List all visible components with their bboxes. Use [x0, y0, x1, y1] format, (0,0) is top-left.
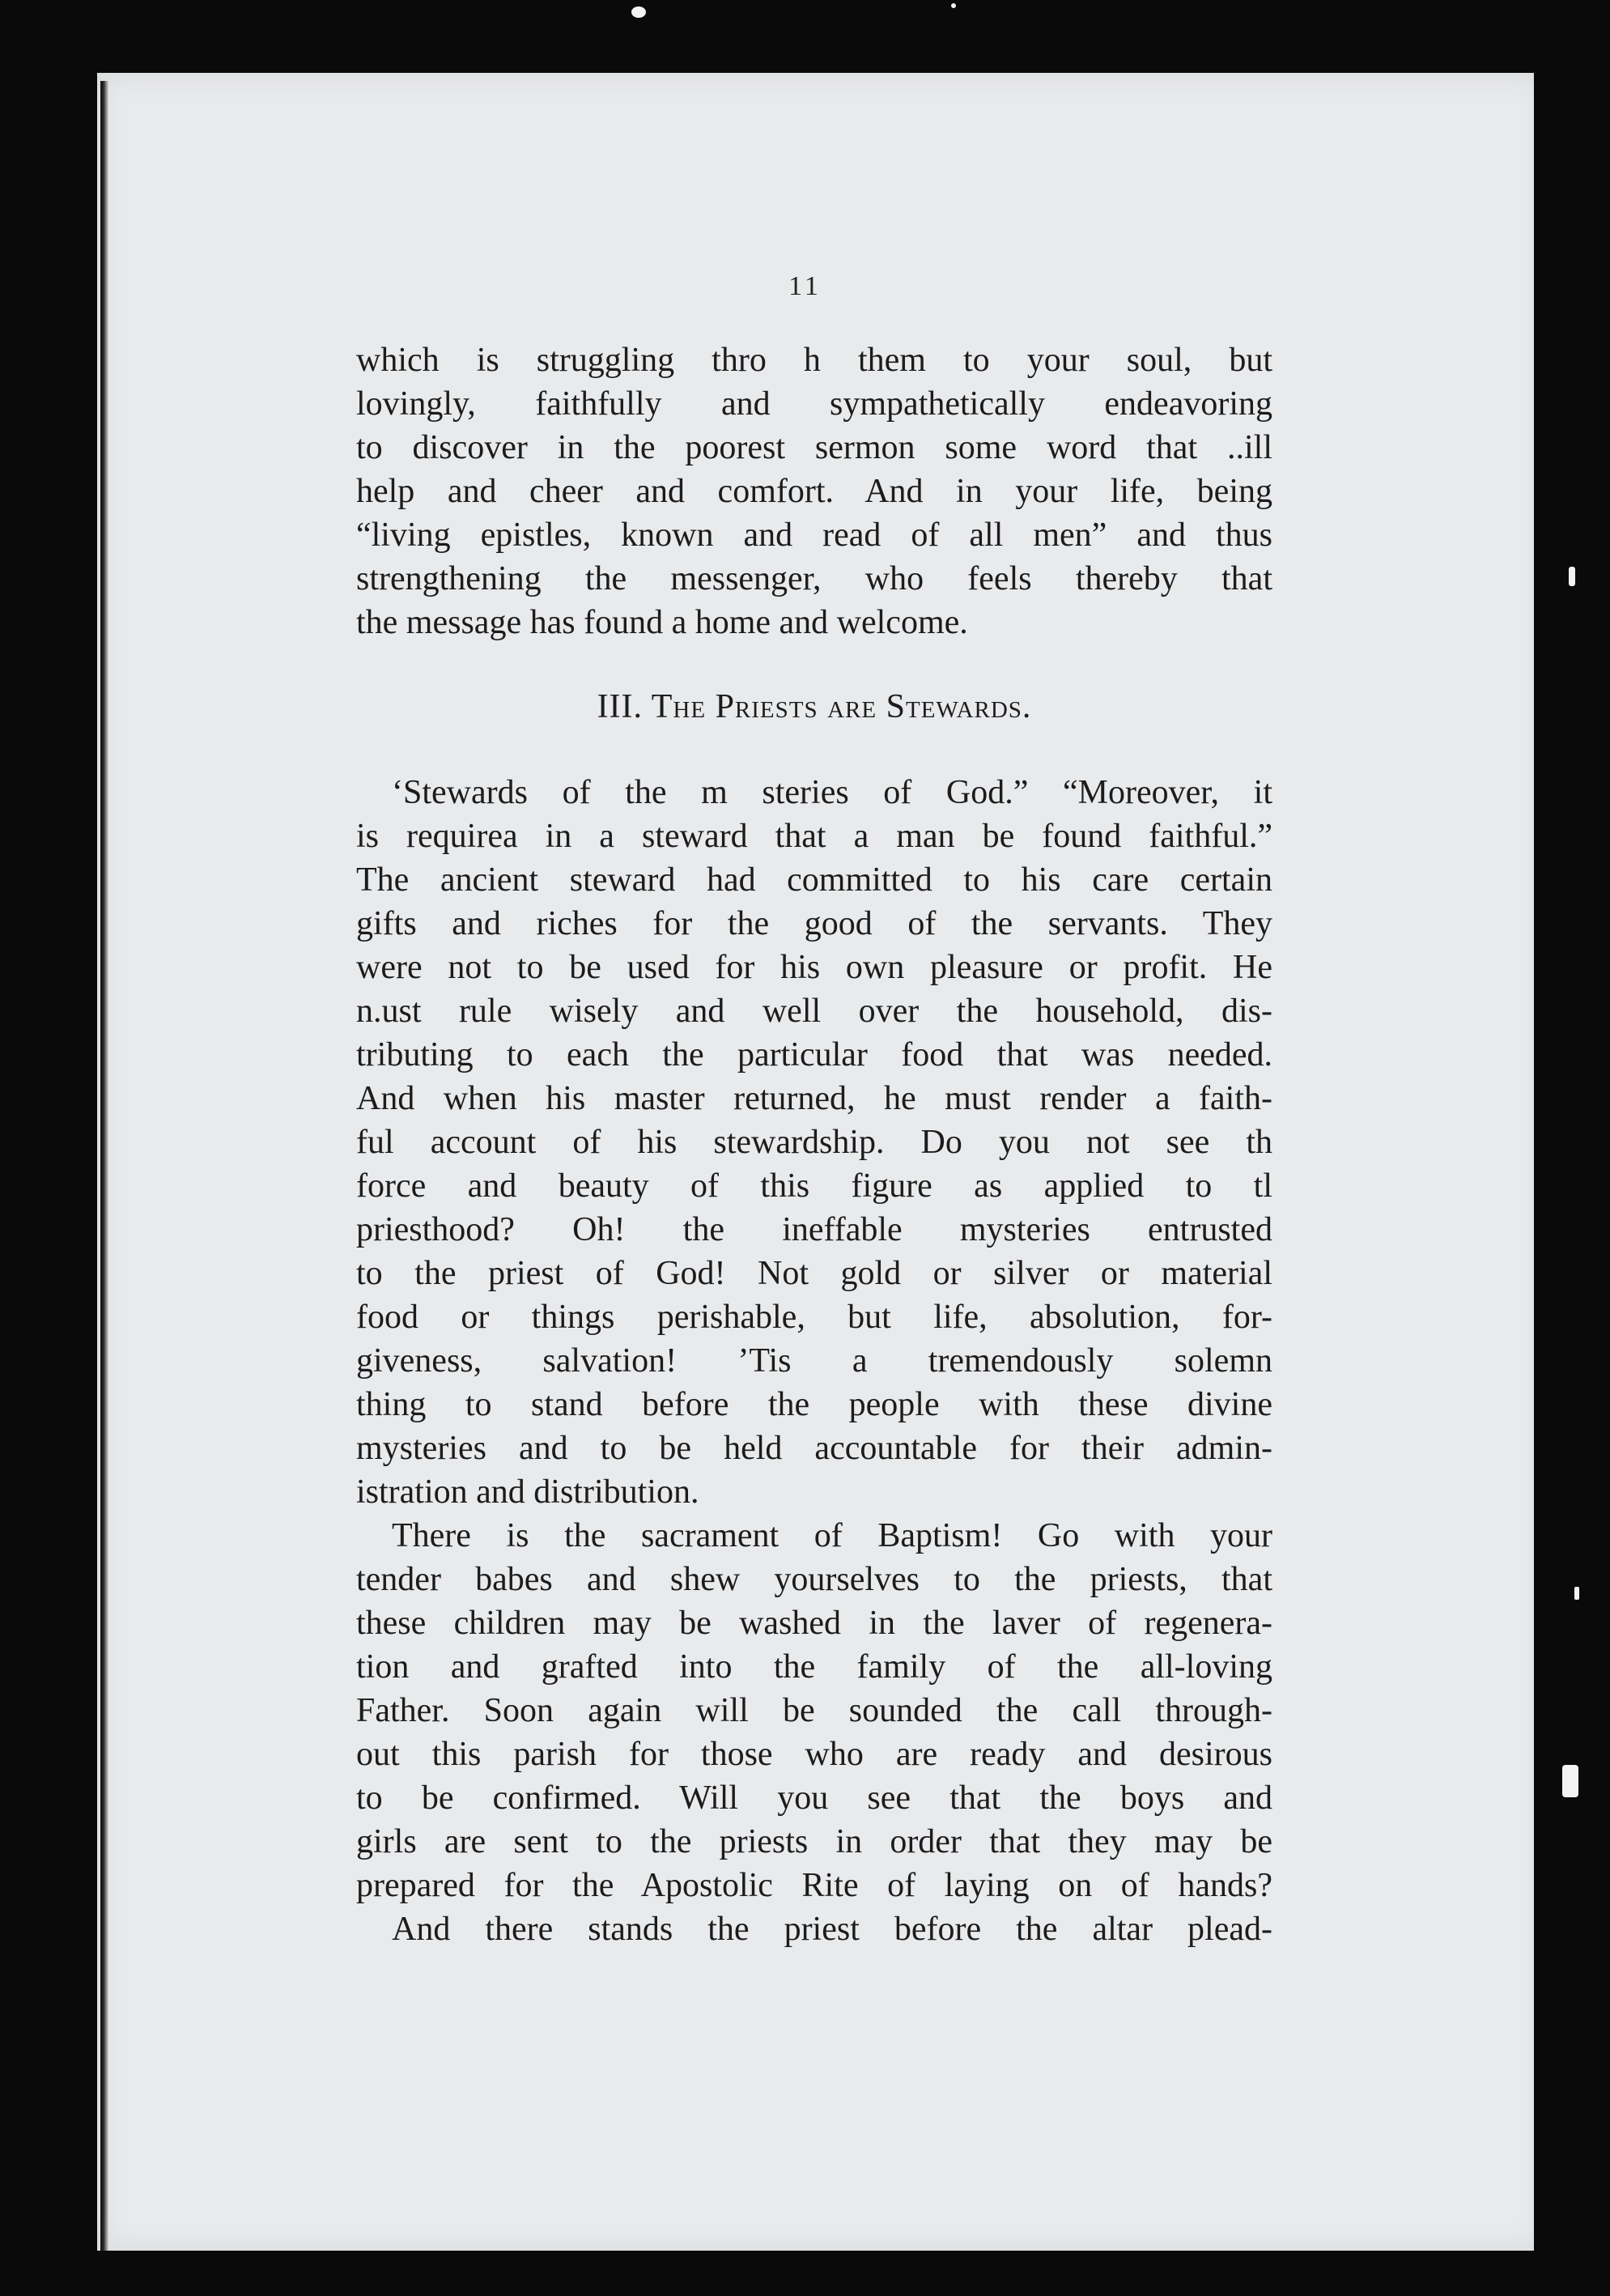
text-line: There is the sacrament of Baptism! Go with your — [392, 1517, 1272, 1554]
text-line: out this parish for those who are ready and desirous — [356, 1736, 1272, 1773]
text-line: strengthening the messenger, who feels thereby that — [356, 560, 1272, 597]
text-line: And when his master returned, he must render a faith- — [356, 1080, 1272, 1117]
section-heading-text: III. The Priests are Stewards. — [597, 688, 1032, 725]
scan-speck — [1562, 1765, 1578, 1797]
text-line: gifts and riches for the good of the servants. They — [356, 905, 1272, 942]
page-number: 11 — [788, 271, 822, 301]
text-line: giveness, salvation! ’Tis a tremendously solemn — [356, 1342, 1272, 1380]
text-line: mysteries and to be held accountable for their admin- — [356, 1430, 1272, 1467]
text-line: help and cheer and comfort. And in your life, being — [356, 473, 1272, 510]
paragraph-2 — [356, 771, 1272, 1514]
text-line: to the priest of God! Not gold or silver or material — [356, 1255, 1272, 1292]
text-line: tender babes and shew yourselves to the priests, that — [356, 1561, 1272, 1598]
scan-speck — [951, 3, 956, 8]
text-line: ful account of his stewardship. Do you not see th — [356, 1124, 1272, 1161]
section-heading — [356, 685, 1272, 729]
text-line: which is struggling thro h them to your soul, but — [356, 342, 1272, 379]
text-line: lovingly, faithfully and sympathetically endeavoring — [356, 385, 1272, 423]
text-line: the message has found a home and welcome. — [356, 604, 968, 641]
text-line: The ancient steward had committed to his care certain — [356, 861, 1272, 899]
text-line: thing to stand before the people with these divine — [356, 1386, 1272, 1423]
text-line: istration and distribution. — [356, 1473, 699, 1511]
scan-speck — [631, 6, 646, 18]
binding-edge — [100, 81, 108, 2251]
text-line: to be confirmed. Will you see that the boys and — [356, 1779, 1272, 1817]
right-margin-shadow — [1534, 73, 1610, 2296]
text-line: Father. Soon again will be sounded the call through- — [356, 1692, 1272, 1729]
text-line: these children may be washed in the laver of regenera- — [356, 1605, 1272, 1642]
paragraph-4 — [356, 1907, 1272, 1951]
text-line: “living epistles, known and read of all men” and thus — [356, 517, 1272, 554]
text-line: n.ust rule wisely and well over the household, dis- — [356, 993, 1272, 1030]
text-line: And there stands the priest before the altar plead- — [392, 1911, 1272, 1948]
paragraph-1 — [356, 338, 1272, 644]
text-line: girls are sent to the priests in order that they may be — [356, 1823, 1272, 1860]
text-line: force and beauty of this figure as applied to tl — [356, 1167, 1272, 1205]
text-line: were not to be used for his own pleasure or profit. He — [356, 949, 1272, 986]
scan-speck — [1574, 1587, 1579, 1600]
text-line: tributing to each the particular food that was needed. — [356, 1036, 1272, 1074]
paragraph-3 — [356, 1514, 1272, 1907]
text-line: food or things perishable, but life, absolution, for- — [356, 1299, 1272, 1336]
text-line: ‘Stewards of the m steries of God.” “Moreover, it — [392, 774, 1272, 811]
text-line: is requirea in a steward that a man be found faithful.” — [356, 818, 1272, 855]
text-line: tion and grafted into the family of the all-loving — [356, 1648, 1272, 1686]
scan-speck — [1569, 567, 1575, 586]
text-line: prepared for the Apostolic Rite of laying on of hands? — [356, 1867, 1272, 1904]
text-line: to discover in the poorest sermon some word that ..ill — [356, 429, 1272, 466]
page-body-text — [356, 338, 1272, 1951]
text-line: priesthood? Oh! the ineffable mysteries entrusted — [356, 1211, 1272, 1248]
